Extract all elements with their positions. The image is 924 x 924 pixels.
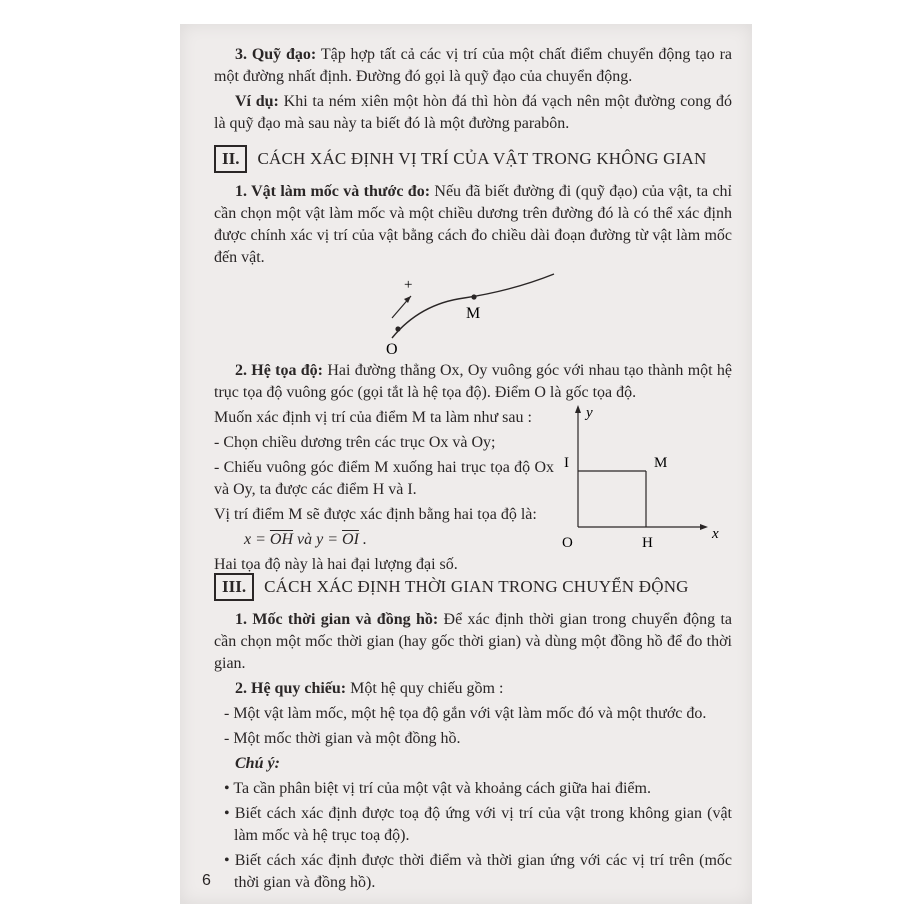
paragraph-text: Khi ta ném xiên một hòn đá thì hòn đá vạch nên một đường cong đó là quỹ đạo mà sau này ta biết đó là một đường parabôn. <box>214 93 733 132</box>
note-heading <box>214 753 732 775</box>
term-label: 3. Quỹ đạo: <box>235 46 317 63</box>
note-item: • Biết cách xác định được toạ độ ứng với vị trí của vật trong không gian (vật làm mốc và hệ trục toạ độ). <box>224 805 732 844</box>
label-x: x <box>712 526 719 542</box>
label-m: M <box>466 305 481 322</box>
label-m: M <box>654 455 668 471</box>
x-arrow <box>700 524 708 530</box>
eq-oi: $\overline{OI}$ <box>342 531 359 548</box>
eq-oh: $\overline{OH}$ <box>269 531 294 548</box>
coordinate-text <box>214 407 554 579</box>
term-label: 2. Hệ tọa độ: <box>235 362 324 379</box>
note-item: • Ta cần phân biệt vị trí của một vật và khoảng cách giữa hai điểm. <box>224 780 651 797</box>
point-m <box>471 294 476 299</box>
y-arrow <box>575 405 581 413</box>
coordinate-diagram <box>552 401 732 551</box>
label-o: O <box>562 535 573 551</box>
book-page <box>180 24 752 904</box>
paragraph-coordinate-system <box>214 360 732 404</box>
note-label: Chú ý: <box>235 755 280 772</box>
coord-step-2: - Chiếu vuông góc điểm M xuống hai trục tọa độ Ox và Oy, ta được các điểm H và I. <box>214 459 554 498</box>
paragraph-text: Nếu đã biết đường đi (quỹ đạo) của vật, ta chỉ cần chọn một vật làm mốc và một chiều dương trên đường đó là có thể xác định được chính xác vị trí của vật bằng cách đo chiều dài đoạn đường từ vật làm mốc đến vật. <box>214 183 733 266</box>
label-i: I <box>564 455 569 471</box>
coord-step-3: Vị trí điểm M sẽ được xác định bằng hai tọa độ là: <box>214 506 537 523</box>
paragraph-time-origin <box>214 609 732 675</box>
page-number: 6 <box>202 872 211 889</box>
list-item: - Một vật làm mốc, một hệ tọa độ gắn với vật làm mốc đó và một thước đo. <box>224 705 707 722</box>
paragraph-text: Hai đường thẳng Ox, Oy vuông góc với nhau tạo thành một hệ trục tọa độ vuông góc (gọi tắt là hệ tọa độ). Điểm O là gốc tọa độ. <box>214 362 732 401</box>
section-title: CÁCH XÁC ĐỊNH VỊ TRÍ CỦA VẬT TRONG KHÔNG GIAN <box>257 149 707 168</box>
eq-x: x = <box>244 531 270 548</box>
coordinate-block <box>214 405 732 573</box>
point-o <box>395 326 400 331</box>
paragraph-trajectory <box>214 44 732 88</box>
paragraph-example <box>214 91 732 135</box>
paragraph-reference-object <box>214 181 732 269</box>
term-label: Ví dụ: <box>235 93 279 110</box>
section-number: II. <box>214 145 247 173</box>
paragraph-text: Tập hợp tất cả các vị trí của một chất điểm chuyển động tạo ra một đường nhất định. Đường đó gọi là quỹ đạo của chuyển động. <box>214 46 733 85</box>
coord-equation <box>214 529 554 551</box>
coord-step-1: - Chọn chiều dương trên các trục Ox và Oy; <box>214 434 496 451</box>
section-heading-2 <box>214 145 732 173</box>
section-number: III. <box>214 573 254 601</box>
label-y: y <box>586 405 593 421</box>
label-h: H <box>642 535 653 551</box>
paragraph-reference-frame <box>214 678 732 700</box>
paragraph-text: Một hệ quy chiếu gồm : <box>346 680 504 697</box>
label-o: O <box>386 341 398 358</box>
coord-note: Hai tọa độ này là hai đại lượng đại số. <box>214 556 458 573</box>
list-item: - Một mốc thời gian và một đồng hồ. <box>224 730 461 747</box>
section-title: CÁCH XÁC ĐỊNH THỜI GIAN TRONG CHUYỂN ĐỘNG <box>264 577 689 596</box>
trajectory-figure <box>214 272 732 360</box>
coord-intro: Muốn xác định vị trí của điểm M ta làm như sau : <box>214 409 532 426</box>
term-label: 2. Hệ quy chiếu: <box>235 680 347 697</box>
paragraph-text: Để xác định thời gian trong chuyển động ta cần chọn một mốc thời gian (hay gốc thời gian) và dùng một đồng hồ để đo thời gian. <box>214 611 732 672</box>
page-content <box>214 44 732 897</box>
trajectory-diagram <box>214 272 732 360</box>
term-label: 1. Mốc thời gian và đồng hồ: <box>235 611 439 628</box>
arrow-head <box>404 296 411 303</box>
plus-label: + <box>404 277 413 293</box>
term-label: 1. Vật làm mốc và thước đo: <box>235 183 431 200</box>
note-item: • Biết cách xác định được thời điểm và thời gian ứng với các vị trí trên (mốc thời gian và đồng hồ). <box>224 852 732 891</box>
eq-and: và y = <box>293 531 343 548</box>
eq-end: . <box>358 531 367 548</box>
